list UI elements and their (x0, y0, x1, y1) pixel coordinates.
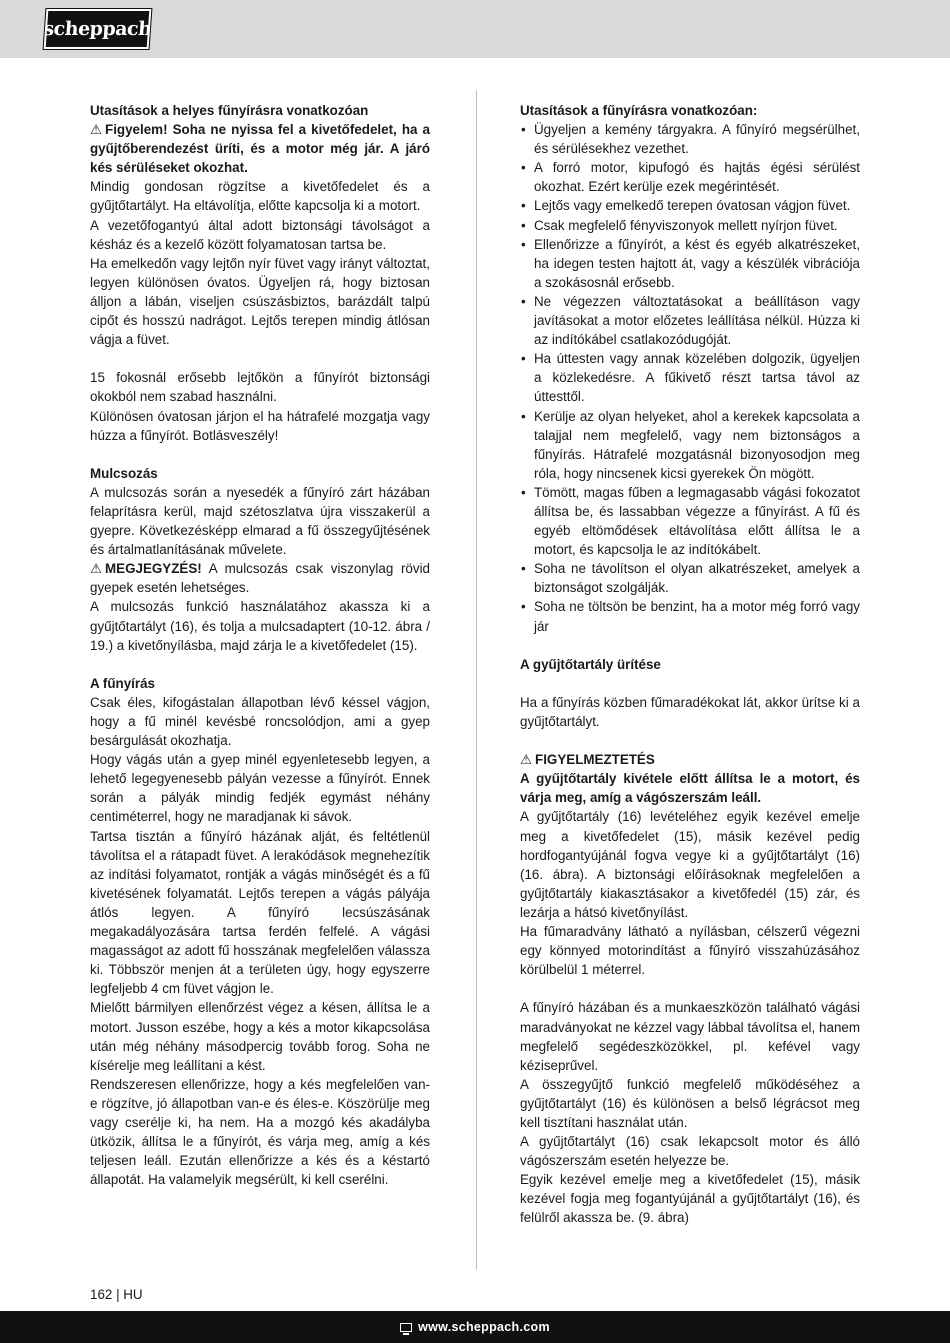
section-heading: Mulcsozás (90, 465, 158, 481)
warning-icon: ⚠ (90, 122, 103, 138)
page-number-value: 162 (90, 1287, 113, 1302)
list-item: • Lejtős vagy emelkedő terepen óvatosan vágjon füvet. (520, 196, 860, 215)
spacer (90, 445, 430, 464)
page-number: 162 | HU (90, 1287, 143, 1302)
warning-heading (520, 750, 860, 769)
left-column (90, 101, 430, 1189)
list-item: • Tömött, magas fűben a legmagasabb vágási fokozatot állítsa be, és lassabban végezze a fűnyírást. A fű és egyéb eltömődések eltávolítása előtt állítsa le a motort, és kapcsolja le az indítókábelt. (520, 483, 860, 559)
header-bar (0, 0, 950, 58)
footer-bar (0, 1311, 950, 1343)
list-item: • A forró motor, kipufogó és hajtás égési sérülést okozhat. Ezért kerülje ezek megérintését. (520, 158, 860, 196)
right-column (520, 101, 860, 1228)
spacer (520, 636, 860, 655)
list-item: • Ha úttesten vagy annak közelében dolgozik, ügyeljen a közlekedésre. A fűkivető részt tartsa távol az úttesttől. (520, 349, 860, 406)
note-text: A mulcsozás csak viszonylag rövid gyepek esetén lehetséges. (90, 561, 430, 596)
paragraph: Csak éles, kifogástalan állapotban lévő késsel vágjon, hogy a fű minél kevésbé roncsolódjon, ami a gyep besárgulását okozhatja. (90, 694, 430, 749)
paragraph: A fűnyíró házában és a munkaeszközön található vágási maradványokat ne kézzel vagy lábbal távolítsa el, hanem megfelelő segédeszközökkel, pl. kefével vagy kéziseprűvel. (520, 1000, 860, 1073)
spacer (90, 349, 430, 368)
list-item: • Ügyeljen a kemény tárgyakra. A fűnyíró megsérülhet, és sérülésekhez vezethet. (520, 120, 860, 158)
paragraph: Ha a fűnyírás közben fűmaradékokat lát, akkor ürítse ki a gyűjtőtartályt. (520, 694, 860, 729)
paragraph: Mielőtt bármilyen ellenőrzést végez a késen, állítsa le a motort. Jusson eszébe, hogy a kés a motor kikapcsolása után még néhány másodpercig tovább forog. Soha ne kísérelje meg leállítani a kést. (90, 1000, 430, 1073)
paragraph: A gyűjtőtartály (16) levételéhez egyik kezével emelje meg a kivetőfedelet (15), másik kezével pedig hordfogantyújánál fogva vegye ki a gyűjtőtartályt (16) (16. ábra). A biztonsági előírásoknak megfelelően a gyűjtőtartály kiakasztásakor a kivetőfedél (15) zár, és lezárja a hátsó kivetőnyílást. (520, 809, 860, 920)
paragraph: Ha emelkedőn vagy lejtőn nyír füvet vagy irányt változtat, legyen különösen óvatos. Ügyeljen rá, hogy biztosan álljon a lábán, viseljen csúszásbiztos, barázdált talpú cipőt és hosszú nadrágot. Lejtős terepen mindig átlósan vágja a füvet. (90, 255, 430, 348)
warning-icon: ⚠ (90, 561, 103, 577)
section-heading: Utasítások a helyes fűnyírásra vonatkozóan (90, 103, 369, 118)
paragraph: Hogy vágás után a gyep minél egyenletesebb legyen, a lehető legegyenesebb pályán vezesse a fűnyírót. Ennek során a pályák mindig fedjék egymást néhány centiméterrel, hogy ne maradjanak ki sávok. (90, 752, 430, 825)
monitor-icon (400, 1323, 412, 1332)
paragraph: Különösen óvatosan járjon el ha hátrafelé mozgatja vagy húzza a fűnyírót. Botlásveszély! (90, 408, 430, 443)
list-item: • Soha ne távolítson el olyan alkatrészeket, amelyek a biztonságot szolgálják. (520, 559, 860, 597)
paragraph: Tartsa tisztán a fűnyíró házának alját, és feltétlenül távolítsa el a rátapadt füvet. A lerakódások megnehezítik az indítási folyamatot, rontják a vágás minőségét és a fű kivetésének folyamatát. Lejtős terepen a vágás pályája átlós legyen. A fűnyíró lecsúszásának megakadályozására tartsa ferdén felfelé. A vágási magasságot az adott fű hosszának megfelelően válassza ki. Többször menjen át a területen úgy, hogy egyszerre legfeljebb 4 cm füvet vágjon le. (90, 828, 430, 997)
website-link[interactable]: www.scheppach.com (418, 1320, 550, 1334)
paragraph: Ha fűmaradvány látható a nyílásban, célszerű végezni egy könnyed motorindítást a fűnyíró visszahúzásához körülbelül 1 méterrel. (520, 924, 860, 978)
paragraph: A vezetőfogantyú által adott biztonsági távolságot a késház és a kezelő között folyamatosan tartsa be. (90, 217, 430, 252)
paragraph: Mindig gondosan rögzítse a kivetőfedelet és a gyűjtőtartályt. Ha eltávolítja, előtte kapcsolja ki a motort. (90, 179, 430, 214)
paragraph: Egyik kezével emelje meg a kivetőfedelet (15), másik kezével fogja meg fogantyújánál a gyűjtőtartályt (16), és felülről akassza be. (9. ábra) (520, 1172, 860, 1226)
warning-heading-text: FIGYELMEZTETÉS (535, 752, 655, 768)
note-label: MEGJEGYZÉS! (105, 561, 202, 577)
list-item: • Kerülje az olyan helyeket, ahol a kerekek kapcsolata a talajjal nem megfelelő, vagy nem biztonságos a fűnyírás. Hátrafelé mozgatásnál bizonyosodjon meg róla, hogy nincsenek kicsi gyerekek Ön mögött. (520, 407, 860, 483)
bullet-list (520, 120, 860, 636)
paragraph: A mulcsozás során a nyesedék a fűnyíró zárt házában felaprításra kerül, majd szétoszlatva újra visszakerül a gyepre. Következésképp elmarad a fű összegyűjtésének és ártalmatlanításának művelete. (90, 484, 430, 558)
section-heading: Utasítások a fűnyírásra vonatkozóan: (520, 103, 758, 118)
spacer (520, 979, 860, 998)
note-paragraph (90, 559, 430, 597)
list-item: • Ellenőrizze a fűnyírót, a kést és egyéb alkatrészeket, ha idegen testen hajtott át, vagy a készülék vibrációja a szokásosnál erősebb. (520, 235, 860, 292)
column-divider (476, 90, 477, 1270)
list-item: • Soha ne töltsön be benzint, ha a motor még forró vagy jár (520, 597, 860, 635)
language-code: HU (123, 1287, 143, 1302)
paragraph: Rendszeresen ellenőrizze, hogy a kés megfelelően van-e rögzítve, jó állapotban van-e és éles-e. Köszörülje meg vagy cserélje ki, ha nem. Ha a mozgó kés akadályba ütközik, állítsa le a fűnyírót, és várja meg, amíg a kés teljesen leáll. Ezután ellenőrizze a kés és a késtartó állapotát. Ha valamelyik megsérült, ki kell cserélni. (90, 1076, 430, 1188)
warning-text: Figyelem! Soha ne nyissa fel a kivetőfedelet, ha a gyűjtőberendezést üríti, és a motor még jár. A járó kés sérüléseket okozhat. (90, 122, 430, 176)
warning-icon: ⚠ (520, 752, 533, 768)
list-item: • Csak megfelelő fényviszonyok mellett nyírjon füvet. (520, 216, 860, 235)
warning-paragraph (90, 120, 430, 177)
paragraph: A gyűjtőtartályt (16) csak lekapcsolt motor és álló vágószerszám esetén helyezze be. (520, 1134, 860, 1169)
list-item: • Ne végezzen változtatásokat a beállításon vagy javításokat a motor előzetes leállítása nélkül. Húzza ki az indítókábel csatlakozódugóját. (520, 292, 860, 349)
spacer (90, 655, 430, 674)
spacer (520, 731, 860, 750)
paragraph: A összegyűjtő funkció megfelelő működéséhez a gyűjtőtartályt (16) és különösen a belső légrácsot meg kell tisztítani használat után. (520, 1076, 860, 1130)
section-heading: A gyűjtőtartály ürítése (520, 656, 661, 672)
scheppach-logo: scheppach (44, 9, 152, 49)
paragraph: 15 fokosnál erősebb lejtőkön a fűnyírót biztonsági okokból nem szabad használni. (90, 370, 430, 405)
bold-paragraph: A gyűjtőtartály kivétele előtt állítsa le a motort, és várja meg, amíg a vágószerszám leáll. (520, 771, 860, 806)
paragraph: A mulcsozás funkció használatához akassza ki a gyűjtőtartályt (16), és tolja a mulcsadaptert (10-12. ábra / 19.) a kivetőnyílásba, majd zárja le a kivetőfedelet (15). (90, 599, 430, 653)
section-heading: A fűnyírás (90, 675, 155, 691)
spacer (520, 674, 860, 693)
